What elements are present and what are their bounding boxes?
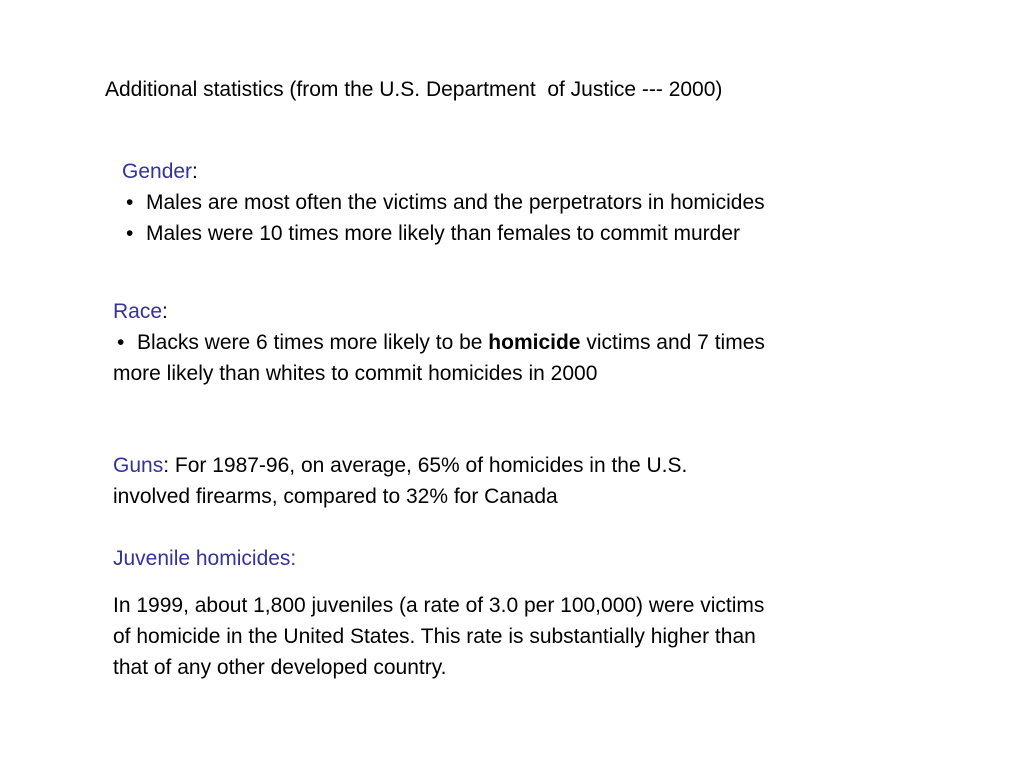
race-text-before: Blacks were 6 times more likely to be bbox=[137, 331, 489, 354]
juvenile-line: In 1999, about 1,800 juveniles (a rate of 3.0 per 100,000) were victims bbox=[113, 594, 765, 617]
slide-title: Additional statistics (from the U.S. Department of Justice --- 2000) bbox=[105, 78, 723, 101]
guns-text-line1: : For 1987-96, on average, 65% of homicides in the U.S. bbox=[163, 454, 688, 477]
gender-bullet-text: Males are most often the victims and the perpetrators in homicides bbox=[146, 191, 765, 214]
juvenile-paragraph bbox=[113, 590, 913, 683]
gender-bullet-item bbox=[122, 187, 922, 218]
gender-heading-line bbox=[122, 156, 922, 187]
race-heading-colon: : bbox=[162, 300, 168, 323]
race-text-bold: homicide bbox=[488, 331, 581, 354]
juvenile-heading: Juvenile homicides: bbox=[113, 547, 297, 570]
race-heading: Race bbox=[113, 300, 163, 323]
gender-bullet-text: Males were 10 times more likely than females to commit murder bbox=[146, 222, 741, 245]
gender-heading: Gender bbox=[122, 160, 193, 183]
gender-heading-colon: : bbox=[192, 160, 198, 183]
guns-line1 bbox=[113, 450, 873, 481]
race-heading-line bbox=[113, 296, 913, 327]
bullet-icon: • bbox=[117, 331, 125, 354]
guns-text-line2: involved firearms, compared to 32% for Canada bbox=[113, 485, 558, 508]
gender-bullet-item bbox=[122, 218, 922, 249]
race-section bbox=[113, 296, 913, 389]
juvenile-line: of homicide in the United States. This rate is substantially higher than bbox=[113, 625, 756, 648]
race-text-after: victims and 7 times bbox=[580, 331, 765, 354]
race-bullet-item bbox=[113, 327, 913, 358]
bullet-icon: • bbox=[126, 222, 134, 245]
guns-section bbox=[113, 450, 873, 512]
race-text-line2: more likely than whites to commit homicides in 2000 bbox=[113, 362, 598, 385]
bullet-icon: • bbox=[126, 191, 134, 214]
guns-heading: Guns bbox=[113, 454, 164, 477]
gender-section bbox=[122, 156, 922, 249]
juvenile-line: that of any other developed country. bbox=[113, 656, 447, 679]
